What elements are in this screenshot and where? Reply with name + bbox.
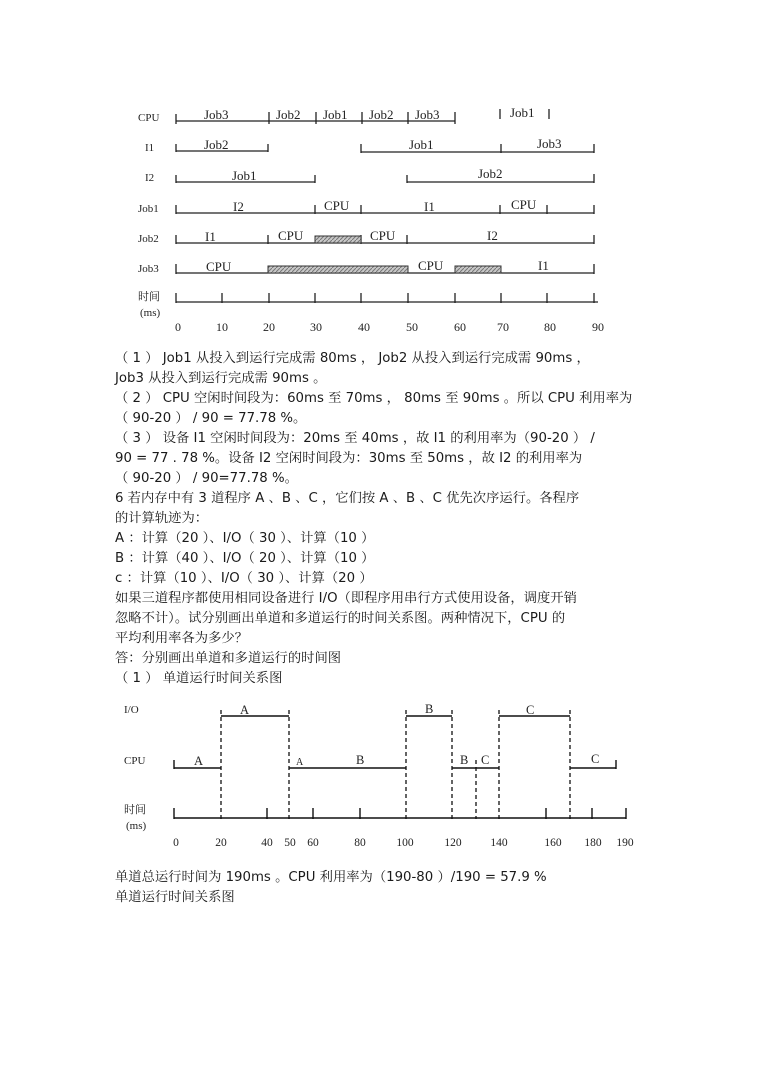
tick-label: 40 xyxy=(261,837,273,849)
i1-seg-label: Job3 xyxy=(537,136,562,151)
cpu-seg-label: Job3 xyxy=(415,107,440,122)
text-line: 单道总运行时间为 190ms 。CPU 利用率为（190-80 ）/190 = 57.9 % xyxy=(115,870,547,885)
tick-label: 60 xyxy=(454,320,466,334)
job2-seg-label: I2 xyxy=(487,228,498,243)
job1-seg-label: I1 xyxy=(424,199,435,214)
cpu-seg-label: A xyxy=(296,757,304,768)
text-line: 忽略不计）。试分别画出单道和多道运行的时间关系图。两种情况下，CPU 的 xyxy=(115,611,566,626)
text-line: （ 90-20 ） / 90=77.78 %。 xyxy=(115,471,298,486)
job3-wait-bar-2 xyxy=(455,266,501,273)
text-line: 6 若内存中有 3 道程序 A 、B 、C ，它们按 A 、B 、C 优先次序运行。各程序 xyxy=(115,491,580,506)
cpu-seg-label: Job1 xyxy=(323,107,348,122)
cpu-row-label: CPU xyxy=(124,755,146,767)
row-label-job2: Job2 xyxy=(138,233,159,245)
row-label-job3: Job3 xyxy=(138,263,159,275)
text-line: 90 = 77 . 78 %。设备 I2 空闲时间段为：30ms 至 50ms ，故 I2 的利用率为 xyxy=(115,451,583,466)
i1-seg-label: Job2 xyxy=(204,137,229,152)
tick-label: 90 xyxy=(592,320,604,334)
i2-seg-label: Job1 xyxy=(232,168,257,183)
cpu-seg-label: B xyxy=(460,753,469,767)
tick-label: 50 xyxy=(284,837,296,849)
text-line: 如果三道程序都使用相同设备进行 I/O（即程序用串行方式使用设备，调度开销 xyxy=(115,591,577,606)
cpu-seg-label: B xyxy=(356,753,365,767)
cpu-seg-label: Job2 xyxy=(276,107,301,122)
time-axis-label: 时间 xyxy=(124,804,146,816)
job1-seg-label: CPU xyxy=(511,197,537,212)
tick-label: 30 xyxy=(310,320,322,334)
text-line: （ 3 ） 设备 I1 空闲时间段为：20ms 至 40ms ，故 I1 的利用率为（90-20 ） / xyxy=(115,431,595,446)
tick-label: 50 xyxy=(406,320,418,334)
i1-seg-label: Job1 xyxy=(409,137,434,152)
text-line: （ 2 ） CPU 空闲时间段为：60ms 至 70ms ， 80ms 至 90ms 。所以 CPU 利用率为 xyxy=(115,391,633,406)
cpu-seg-label: Job2 xyxy=(369,107,394,122)
text-line: （ 1 ） Job1 从投入到运行完成需 80ms ， Job2 从投入到运行完成需 90ms ， xyxy=(115,351,590,366)
multiprogram-timing-diagram xyxy=(0,0,759,345)
io-seg-label: B xyxy=(425,702,434,716)
tick-label: 0 xyxy=(175,320,181,334)
text-line: Job3 从投入到运行完成需 90ms 。 xyxy=(115,371,327,386)
text-line: （ 90-20 ） / 90 = 77.78 %。 xyxy=(115,411,307,426)
text-line: 的计算轨迹为： xyxy=(115,511,209,526)
io-row-label: I/O xyxy=(124,704,139,716)
row-label-i2: I2 xyxy=(145,172,155,184)
time-axis-unit: (ms) xyxy=(140,307,161,319)
tick-label: 100 xyxy=(396,837,414,849)
text-line: c ：计算（10 ）、I/O（ 30 ）、计算（20 ） xyxy=(115,571,373,586)
job1-seg-label: I2 xyxy=(233,199,244,214)
tick-label: 0 xyxy=(173,837,179,849)
job3-seg-label: I1 xyxy=(538,258,549,273)
job2-seg-label: CPU xyxy=(370,228,396,243)
job3-wait-bar-1 xyxy=(268,266,408,273)
tick-label: 190 xyxy=(616,837,634,849)
job3-seg-label: CPU xyxy=(206,259,232,274)
tick-label: 20 xyxy=(263,320,275,334)
tick-label: 80 xyxy=(354,837,366,849)
cpu-seg-label: A xyxy=(194,754,204,768)
io-seg-label: C xyxy=(526,703,535,717)
job1-seg-label: CPU xyxy=(324,198,350,213)
job3-seg-label: CPU xyxy=(418,258,444,273)
text-line: 答：分别画出单道和多道运行的时间图 xyxy=(115,651,342,666)
row-label-cpu: CPU xyxy=(138,112,160,124)
tick-label: 160 xyxy=(544,837,562,849)
time-axis-unit: (ms) xyxy=(126,820,147,832)
io-seg-label: A xyxy=(240,703,250,717)
text-line: 单道运行时间关系图 xyxy=(115,890,235,905)
text-line: B ：计算（40 ）、I/O（ 20 ）、计算（10 ） xyxy=(115,551,375,566)
text-line: 平均利用率各为多少？ xyxy=(115,631,248,646)
tick-label: 80 xyxy=(544,320,556,334)
tick-label: 40 xyxy=(358,320,370,334)
cpu-seg-label: C xyxy=(481,753,490,767)
i2-seg-label: Job2 xyxy=(478,166,503,181)
job2-seg-label: CPU xyxy=(278,228,304,243)
cpu-seg-label: C xyxy=(591,752,600,766)
time-axis-label: 时间 xyxy=(138,291,160,303)
row-label-job1: Job1 xyxy=(138,203,159,215)
tick-label: 10 xyxy=(216,320,228,334)
job2-seg-label: I1 xyxy=(205,229,216,244)
tick-label: 180 xyxy=(584,837,602,849)
text-line: （ 1 ） 单道运行时间关系图 xyxy=(115,671,283,686)
text-line: A ：计算（20 ）、I/O（ 30 ）、计算（10 ） xyxy=(115,531,375,546)
cpu-seg-label: Job1 xyxy=(510,105,535,120)
job2-wait-bar xyxy=(315,236,361,243)
tick-label: 140 xyxy=(490,837,508,849)
tick-label: 70 xyxy=(497,320,509,334)
tick-label: 120 xyxy=(444,837,462,849)
tick-label: 20 xyxy=(215,837,227,849)
tick-label: 60 xyxy=(307,837,319,849)
cpu-seg-label: Job3 xyxy=(204,107,229,122)
row-label-i1: I1 xyxy=(145,142,155,154)
